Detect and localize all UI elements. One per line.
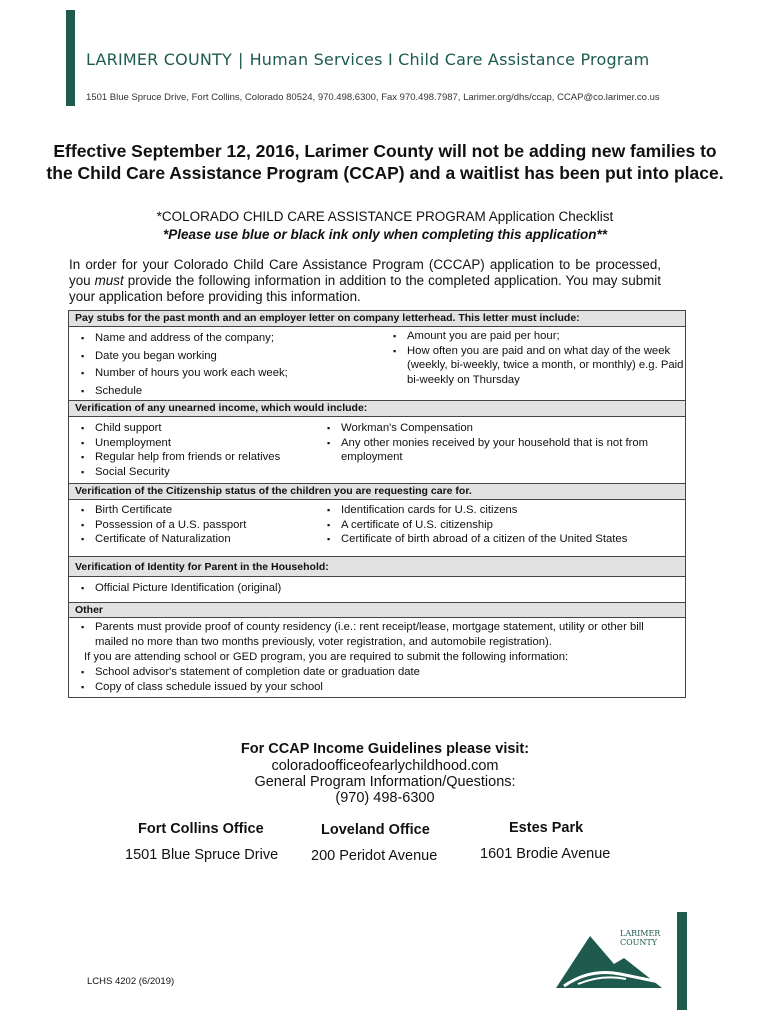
list-item: ▪ Certificate of birth abroad of a citizen of the United States bbox=[321, 532, 681, 547]
school-note: If you are attending school or GED program, you are required to submit the following information: bbox=[84, 651, 569, 663]
list-item: ▪ Official Picture Identification (original) bbox=[75, 581, 475, 596]
list-item: ▪ Amount you are paid per hour; bbox=[387, 329, 687, 344]
paystubs-right-list bbox=[387, 329, 687, 387]
org-name: LARIMER COUNTY bbox=[86, 50, 232, 69]
logo-text-line-2: COUNTY bbox=[620, 938, 658, 947]
office-name-estes-park: Estes Park bbox=[509, 820, 584, 836]
header-divider: | bbox=[237, 50, 244, 69]
school-list bbox=[75, 665, 675, 694]
section-heading-paystubs: Pay stubs for the past month and an employer letter on company letterhead. This letter must include: bbox=[69, 311, 685, 327]
unearned-right-list bbox=[321, 421, 671, 465]
unearned-left-list bbox=[75, 421, 335, 479]
list-item: ▪ Number of hours you work each week; bbox=[75, 366, 375, 381]
header-address: 1501 Blue Spruce Drive, Fort Collins, Colorado 80524, 970.498.6300, Fax 970.498.7987, Larimer.org/dhs/ccap, CCAP@co.larimer.co.us bbox=[86, 92, 660, 103]
intro-paragraph bbox=[69, 257, 661, 305]
section-heading-identity: Verification of Identity for Parent in the Household: bbox=[69, 556, 685, 577]
list-item: ▪ Schedule bbox=[75, 384, 375, 399]
intro-text-a: In order for your Colorado Child Care Assistance Program (CCCAP) application to be processed, you bbox=[69, 257, 661, 288]
list-item: ▪ Parents must provide proof of county residency (i.e.: rent receipt/lease, mortgage statement, utility or other bill mailed no more than two months previously, voter registration, and automobile registration). bbox=[75, 620, 677, 649]
list-item: ▪ Birth Certificate bbox=[75, 503, 325, 518]
list-item: ▪ How often you are paid and on what day of the week (weekly, bi-weekly, twice a month, or monthly) e.g. Paid bi-weekly on Thursday bbox=[387, 344, 687, 388]
section-body-identity bbox=[69, 581, 685, 599]
paystubs-left-list bbox=[75, 331, 375, 398]
notice-line-1: Effective September 12, 2016, Larimer County will not be adding new families to bbox=[53, 141, 717, 161]
guidelines-website: coloradoofficeofearlychildhood.com bbox=[271, 758, 499, 774]
section-heading-citizenship: Verification of the Citizenship status of the children you are requesting care for. bbox=[69, 483, 685, 500]
guidelines-info-label: General Program Information/Questions: bbox=[254, 774, 516, 790]
citizenship-right-list bbox=[321, 503, 681, 547]
citizenship-left-list bbox=[75, 503, 325, 547]
office-name-fort-collins: Fort Collins Office bbox=[138, 821, 264, 837]
list-item: ▪ School advisor's statement of completion date or graduation date bbox=[75, 665, 675, 680]
list-item: ▪ Social Security bbox=[75, 465, 335, 480]
identity-list bbox=[75, 581, 475, 596]
header-title bbox=[86, 50, 649, 69]
list-item: ▪ Any other monies received by your household that is not from employment bbox=[321, 436, 671, 465]
larimer-county-logo bbox=[550, 924, 665, 990]
list-item: ▪ Possession of a U.S. passport bbox=[75, 518, 325, 533]
notice-headline bbox=[20, 140, 750, 184]
dept-name: Human Services bbox=[249, 50, 383, 69]
logo-text-line-1: LARIMER bbox=[620, 929, 661, 938]
program-name: I Child Care Assistance Program bbox=[387, 50, 650, 69]
list-item: ▪ Date you began working bbox=[75, 349, 375, 364]
list-item: ▪ Regular help from friends or relatives bbox=[75, 450, 335, 465]
ink-instruction: *Please use blue or black ink only when completing this application** bbox=[162, 227, 608, 242]
office-address-loveland: 200 Peridot Avenue bbox=[311, 848, 438, 864]
form-number: LCHS 4202 (6/2019) bbox=[87, 976, 175, 987]
office-name-loveland: Loveland Office bbox=[321, 822, 430, 838]
section-body-unearned bbox=[69, 419, 685, 483]
guidelines-heading: For CCAP Income Guidelines please visit: bbox=[240, 741, 530, 757]
section-body-paystubs bbox=[69, 329, 685, 399]
list-item: ▪ Certificate of Naturalization bbox=[75, 532, 325, 547]
list-item: ▪ Child support bbox=[75, 421, 335, 436]
list-item: ▪ Unemployment bbox=[75, 436, 335, 451]
list-item: ▪ Identification cards for U.S. citizens bbox=[321, 503, 681, 518]
section-heading-other: Other bbox=[69, 602, 685, 618]
residency-list bbox=[75, 620, 677, 649]
footer-accent-bar bbox=[677, 912, 687, 1010]
section-body-other bbox=[69, 619, 685, 697]
list-item: ▪ Copy of class schedule issued by your school bbox=[75, 680, 675, 695]
checklist-title: *COLORADO CHILD CARE ASSISTANCE PROGRAM Application Checklist bbox=[156, 209, 614, 224]
office-address-estes-park: 1601 Brodie Avenue bbox=[480, 846, 611, 862]
section-heading-unearned: Verification of any unearned income, which would include: bbox=[69, 400, 685, 417]
header-accent-bar bbox=[66, 10, 75, 106]
section-body-citizenship bbox=[69, 502, 685, 552]
intro-emphasis: must bbox=[94, 273, 124, 288]
notice-line-2: the Child Care Assistance Program (CCAP) and a waitlist has been put into place. bbox=[46, 163, 724, 183]
list-item: ▪ Workman's Compensation bbox=[321, 421, 671, 436]
intro-text-b: provide the following information in addition to the completed application. You may submit your application before providing this information. bbox=[69, 273, 661, 304]
office-address-fort-collins: 1501 Blue Spruce Drive bbox=[125, 847, 279, 863]
list-item: ▪ A certificate of U.S. citizenship bbox=[321, 518, 681, 533]
list-item: ▪ Name and address of the company; bbox=[75, 331, 375, 346]
guidelines-phone: (970) 498-6300 bbox=[335, 790, 435, 806]
requirements-table bbox=[68, 310, 686, 698]
